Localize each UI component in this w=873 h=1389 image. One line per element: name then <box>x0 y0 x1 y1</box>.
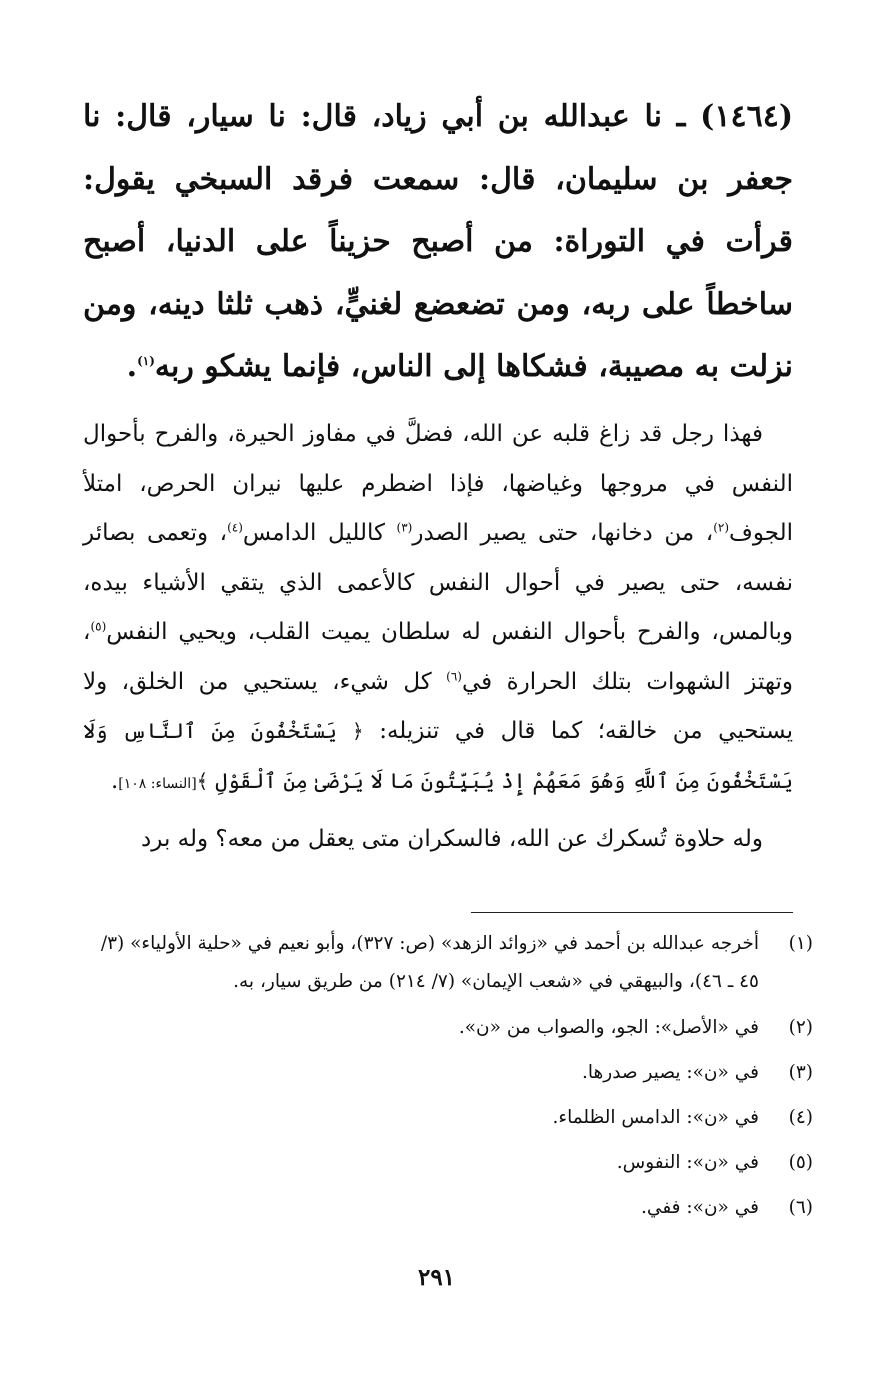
commentary-segment: كل شيء، يستحيي من الخلق، ولا يستحيي من خالقه؛ كما قال في تنزيله: <box>83 668 793 744</box>
footnote-text: في «ن»: النفوس. <box>616 1152 759 1173</box>
footnote-item <box>83 1100 813 1136</box>
footnote-ref-4: (٤) <box>227 520 243 535</box>
quran-open-bracket: ﴿ <box>351 719 364 743</box>
footnote-item <box>83 1145 813 1181</box>
footnote-ref-1: (١) <box>137 354 155 368</box>
quran-verse-text: يَسْتَخْفُونَ مِنَ ٱلنَّاسِ وَلَا يَسْتَخْفُونَ مِنَ ٱللَّهِ وَهُوَ مَعَهُمْ إِذْ يُبَيِّتُونَ مَا لَا يَرْضَىٰ مِنَ ٱلْقَوْلِ <box>83 719 793 793</box>
footnote-text: في «ن»: ففي. <box>641 1197 759 1218</box>
footnote-text: في «ن»: يصير صدرها. <box>582 1062 759 1083</box>
footnote-item <box>83 1190 813 1226</box>
footnote-item <box>83 1010 813 1046</box>
footnote-item <box>83 1055 813 1091</box>
commentary-segment: ، وتهتز الشهوات بتلك الحرارة في <box>83 619 793 695</box>
footnote-number: (٦) <box>788 1197 813 1218</box>
footnote-text: في «ن»: الدامس الظلماء. <box>552 1107 759 1128</box>
commentary-segment: كالليل الدامس <box>242 520 397 546</box>
commentary-segment: فهذا رجل قد زاغ قلبه عن الله، فضلَّ في مفاوز الحيرة، والفرح بأحوال النفس في مروجها وغياضها، فإذا اضطرم عليها نيران الحرص، امتلأ الجوف <box>83 421 793 546</box>
commentary-segment: ، وتعمى بصائر نفسه، حتى يصير في أحوال النفس كالأعمى الذي يتقي الأشياء بيده، وبالمس، والفرح بأحوال النفس له سلطان يميت القلب، ويحيي النفس <box>83 520 793 645</box>
footnote-ref-3: (٣) <box>396 520 413 535</box>
footnote-text: أخرجه عبدالله بن أحمد في «زوائد الزهد» (ص: ٣٢٧)، وأبو نعيم في «حلية الأولياء» (٣/ ٤٥ ـ ٤٦)، والبيهقي في «شعب الإيمان» (٧/ ٢١٤) من طريق سيار، به. <box>100 933 759 992</box>
page-number: ٢٩١ <box>417 1264 456 1291</box>
commentary-segment: . <box>110 767 119 794</box>
footnote-number: (٤) <box>788 1107 813 1128</box>
hadith-end: . <box>126 349 138 384</box>
footnote-number: (٥) <box>788 1152 813 1173</box>
footnote-number: (٢) <box>788 1017 813 1038</box>
quran-close-bracket: ﴾ <box>196 768 209 793</box>
footnote-item <box>83 925 813 1001</box>
footnote-text: في «الأصل»: الجو، والصواب من «ن». <box>458 1017 759 1038</box>
quran-citation: [النساء: ١٠٨] <box>118 775 197 792</box>
hadith-paragraph <box>83 86 793 399</box>
commentary-text <box>83 410 793 865</box>
footnote-separator <box>471 912 793 913</box>
footnote-number: (٣) <box>788 1062 813 1083</box>
commentary-segment: وله حلاوة تُسكرك عن الله، فالسكران متى يعقل من معه؟ وله برد <box>141 826 763 852</box>
commentary-paragraph-1 <box>83 410 793 809</box>
hadith-text: ـ نا عبدالله بن أبي زياد، قال: نا سيار، قال: نا جعفر بن سليمان، قال: سمعت فرقد السبخي يقول: قرأت في التوراة: من أصبح حزيناً على الدنيا، أصبح ساخطاً على ربه، ومن تضعضع لغنيٍّ، ذهب ثلثا دينه، ومن نزلت به مصيبة، فشكاها إلى الناس، فإنما يشكو ربه <box>83 99 793 384</box>
footnote-number: (١) <box>788 933 813 954</box>
footnote-ref-5: (٥) <box>90 619 107 634</box>
commentary-segment: ، من دخانها، حتى يصير الصدر <box>412 520 714 546</box>
commentary-paragraph-2 <box>83 815 793 865</box>
footnote-ref-2: (٢) <box>713 520 730 535</box>
footnote-ref-6: (٦) <box>446 668 462 683</box>
footnotes-list <box>83 925 813 1235</box>
hadith-number: (١٤٦٤) <box>700 99 794 134</box>
